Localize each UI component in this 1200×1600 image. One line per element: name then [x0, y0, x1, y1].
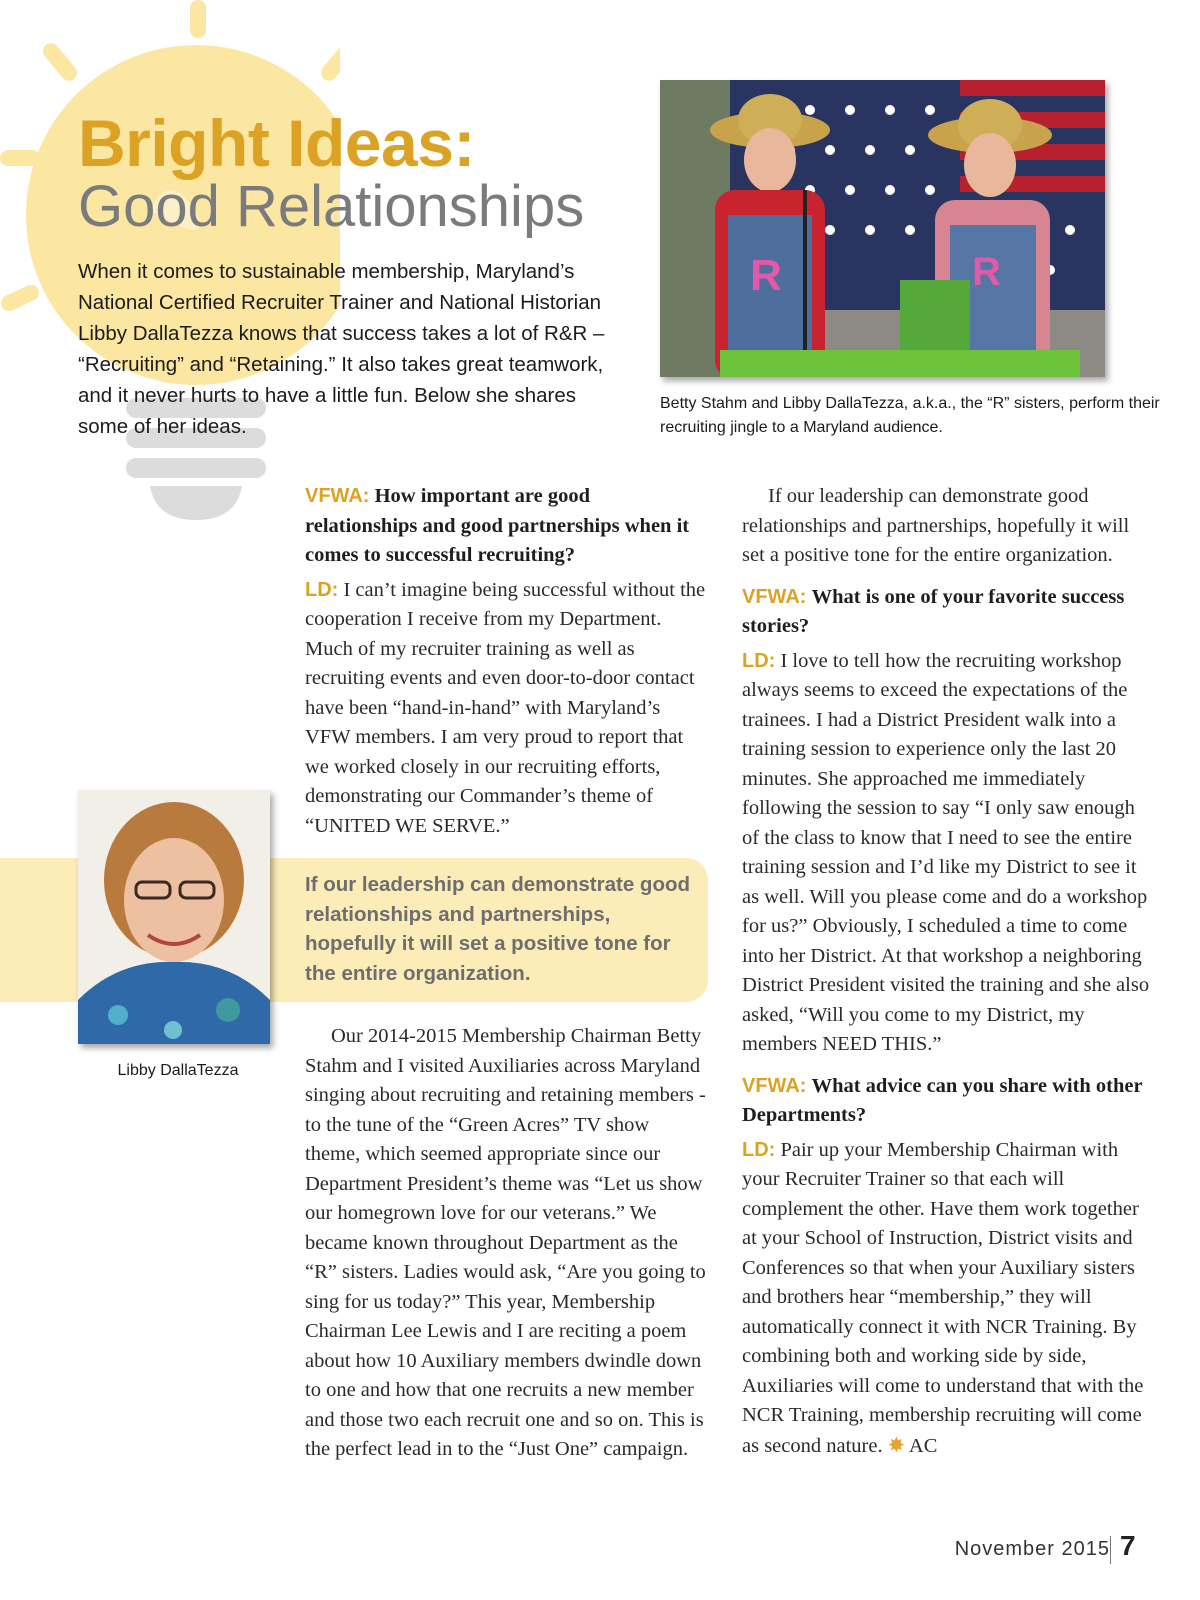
question-tag: VFWA:	[305, 485, 370, 507]
interview-column-2	[742, 482, 1152, 1461]
article-subtitle: Good Relationships	[78, 174, 585, 239]
top-photo-caption: Betty Stahm and Libby DallaTezza, a.k.a., the “R” sisters, perform their recruiting jingle to a Maryland audience.	[660, 395, 1160, 436]
answer-3: Pair up your Membership Chairman with your Recruiter Trainer so that each will complement the other. Have them work together at your School of Instruction, District visits and Conferences so that when your Auxiliary sisters and brothers hear “membership,” they will automatically connect it with NCR Training. By combining both and working side by side, Auxiliaries will come to understand that with the NCR Training, membership recruiting will come as second nature.	[742, 1138, 1144, 1457]
issue-date: November 2015	[954, 1538, 1110, 1560]
interview-column-1	[305, 482, 707, 841]
question-1: How important are good relationships and good partnerships when it comes to successful recruiting?	[305, 485, 690, 566]
answer-2: I love to tell how the recruiting workshop always seems to exceed the expectations of the trainees. I had a District President walk into a training session to experience only the last 20 minutes. She approached me immediately following the session to say “I only saw enough of the class to know that I need to see the entire training session and I’d like my District to see it as well. Will you please come and do a workshop for us?” Obviously, I scheduled a time to come into her District. At that workshop a neighboring District President visited the training and she also asked, “Will you come to my District, my members NEED THIS.”	[742, 649, 1150, 1055]
pull-quote: If our leadership can demonstrate good relationships and partnerships, hopefully it will set a positive tone for the entire organization.	[305, 873, 691, 985]
author-signoff: AC	[908, 1434, 938, 1457]
libby-portrait-photo	[78, 790, 270, 1044]
svg-text:R: R	[750, 251, 782, 300]
footer-divider	[1110, 1536, 1111, 1564]
question-tag: VFWA:	[742, 1074, 807, 1097]
question-tag: VFWA:	[742, 585, 807, 608]
interview-column-1-continued	[305, 1022, 707, 1465]
article-intro: When it comes to sustainable membership, Maryland’s National Certified Recruiter Trainer and National Historian Libby DallaTezza knows that success takes a lot of R&R – “Recruiting” and “Retaining.” It also takes great teamwork, and it never hurts to have a little fun. Below she shares some of her ideas.	[78, 260, 605, 438]
answer-1-continued: Our 2014-2015 Membership Chairman Betty Stahm and I visited Auxiliaries across Maryland singing about recruiting and retaining members - to the tune of the “Green Acres” TV show theme, which seemed appropriate since our Department President’s theme was “Let us show our homegrown love for our veterans.” We became known throughout Department as the “R” sisters. Ladies would ask, “Are you going to sing for us today?” This year, Membership Chairman Lee Lewis and I are reciting a poem about how 10 Auxiliary members dwindle down to one and how that one recruits a new member and those two each recruit one and so on. This is the perfect lead in to the “Just One” campaign.	[305, 1025, 706, 1460]
r-sisters-photo	[660, 80, 1105, 377]
answer-tag: LD:	[742, 1138, 776, 1161]
end-mark-icon: ✸	[887, 1432, 905, 1457]
question-2: What is one of your favorite success stories?	[742, 585, 1125, 637]
question-3: What advice can you share with other Departments?	[742, 1074, 1143, 1126]
answer-tag: LD:	[305, 578, 339, 601]
answer-1-continued-2: If our leadership can demonstrate good relationships and partnerships, hopefully it will set a positive tone for the entire organization.	[742, 485, 1130, 566]
portrait-caption: Libby DallaTezza	[117, 1062, 239, 1079]
svg-text:R: R	[972, 250, 1001, 294]
article-title: Bright Ideas:	[78, 106, 475, 180]
answer-tag: LD:	[742, 649, 776, 672]
page-number: 7	[1120, 1530, 1136, 1561]
answer-1: I can’t imagine being successful without the cooperation I receive from my Department. Much of my recruiter training as well as recruiting events and even door-to-door contact have been “hand-in-hand” with Maryland’s VFW members. I am very proud to report that we worked closely in our recruiting efforts, demonstrating our Commander’s theme of “UNITED WE SERVE.”	[305, 578, 706, 837]
